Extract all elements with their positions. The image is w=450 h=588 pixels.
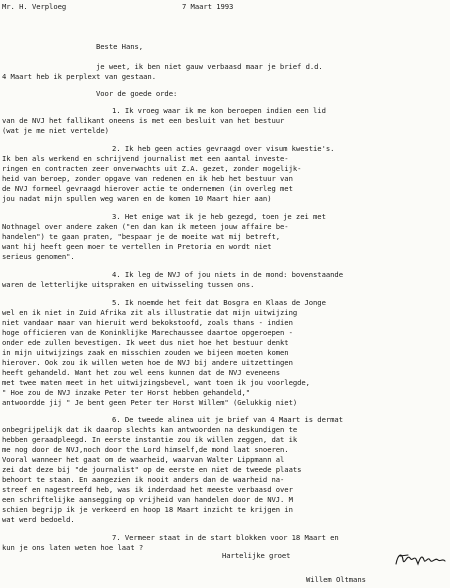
- point-7-line: kun je ons laten weten hoe laat ?: [2, 543, 144, 552]
- point-2-line: de NVJ formeel gevraagd hierover actie te ondernemen (in overleg met: [2, 184, 293, 193]
- point-2-line: heid van beroep, zonder opgave van redenen en ik heb het bestuur van: [2, 174, 293, 183]
- salutation: Beste Hans,: [96, 42, 144, 51]
- point-6-line: me nog door de NVJ,noch door the Lord himself,de mond laat snoeren.: [2, 445, 289, 454]
- point-1-line: van de NVJ het fallikant oneens is met een besluit van het bestuur: [2, 116, 285, 125]
- intro-line: je weet, ik ben niet gauw verbaasd maar je brief d.d.: [96, 62, 323, 71]
- point-6-line: schien begrijp ik je verkeerd en hoop 18 Maart inzicht te krijgen in: [2, 505, 293, 514]
- point-2-line: 2. Ik heb geen acties gevraagd over visum kwestie's.: [112, 144, 335, 153]
- signature-name: Willem Oltmans: [306, 575, 366, 584]
- point-5-line: in mijn uitwijzings zaak en misschien zouden we bijeen moeten komen: [2, 348, 289, 357]
- point-6-line: wat werd bedoeld.: [2, 515, 75, 524]
- point-6-line: onbegrijpelijk dat ik daarop slechts kan antwoorden na deskundigen te: [2, 425, 298, 434]
- point-2-line: ringen en contracten zeer onverwachts uit Z.A. gezet, zonder mogelijk-: [2, 164, 302, 173]
- point-6-line: zei dat deze bij "de journalist" op de eerste en niet de tweede plaats: [2, 465, 302, 474]
- point-4-line: 4. Ik leg de NVJ of jou niets in de mond: bovenstaande: [112, 270, 343, 279]
- point-6-line: behoort te staan. En aangezien ik nooit anders dan de waarheid na-: [2, 475, 285, 484]
- order-line: Voor de goede orde:: [96, 89, 178, 98]
- point-2-line: Ik ben als werkend en schrijvend journalist met een aantal investe-: [2, 154, 289, 163]
- point-6-line: een schriftelijke aansegging op vrijheid van handelen door de NVJ. M: [2, 495, 293, 504]
- point-5-line: 5. Ik noemde het feit dat Bosgra en Klaas de Jonge: [112, 298, 326, 307]
- handwritten-signature: [392, 548, 448, 570]
- point-1-line: (wat je me niet vertelde): [2, 126, 109, 135]
- point-6-line: hebben geraadpleegd. In eerste instantie zou ik willen zeggen, dat ik: [2, 435, 298, 444]
- point-7-line: 7. Vermeer staat in de start blokken voor 18 Maart en: [112, 533, 339, 542]
- point-5-line: met twee maten meet in het uitwijzingsbevel, want toen ik jou voorlegde,: [2, 378, 310, 387]
- point-3-line: Nothnagel over andere zaken ("en dan kan ik meteen jouw affaire be-: [2, 222, 289, 231]
- point-5-line: antwoordde jij " Je bent geen Peter ter Horst Willem" (Gelukkig niet): [2, 398, 298, 407]
- point-2-line: jou nadat mijn spullen weg waren en de komen 10 Maart hier aan): [2, 194, 272, 203]
- point-5-line: hoge officieren van de Koninklijke Marechaussee daartoe opgeroepen -: [2, 328, 293, 337]
- point-5-line: heeft gehandeld. Want het zou wel eens kunnen dat de NVJ eveneens: [2, 368, 281, 377]
- point-3-line: serieus genomen".: [2, 252, 75, 261]
- point-5-line: onder ede zullen bevestigen. Ik weet dus niet hoe het bestuur denkt: [2, 338, 289, 347]
- point-6-line: streef en nagestreefd heb, was ik inderdaad het meeste verbaasd over: [2, 485, 293, 494]
- point-5-line: hierover. Ook zou ik willen weten hoe de NVJ bij andere uitzettingen: [2, 358, 293, 367]
- recipient-line: Mr. H. Verploeg: [2, 2, 67, 11]
- closing: Hartelijke groet: [222, 551, 291, 560]
- point-6-line: Vooral wanneer het gaat om de waarheid, waarvan Walter Lippmann al: [2, 455, 285, 464]
- intro-line: 4 Maart heb ik perplext van gestaan.: [2, 72, 156, 81]
- point-5-line: " Hoe zou de NVJ inzake Peter ter Horst hebben gehandeld,": [2, 388, 251, 397]
- point-3-line: 3. Het enige wat ik je heb gezegd, toen je zei met: [112, 212, 326, 221]
- point-3-line: handelen") te gaan praten, "bespaar je de moeite wat mij betreft,: [2, 232, 281, 241]
- point-1-line: 1. Ik vroeg waar ik me kon beroepen indien een lid: [112, 106, 326, 115]
- point-5-line: wel en ik niet in Zuid Afrika zit als illustratie dat mijn uitwijzing: [2, 308, 298, 317]
- point-5-line: niet vandaar maar van hieruit werd bekokstoofd, zoals thans - indien: [2, 318, 293, 327]
- date-line: 7 Maart 1993: [182, 2, 234, 11]
- point-4-line: waren de letterlijke uitspraken en uitwisseling tussen ons.: [2, 280, 255, 289]
- point-6-line: 6. De tweede alinea uit je brief van 4 Maart is dermat: [112, 415, 343, 424]
- point-3-line: want hij heeft geen moer te vertellen in Pretoria en wordt niet: [2, 242, 272, 251]
